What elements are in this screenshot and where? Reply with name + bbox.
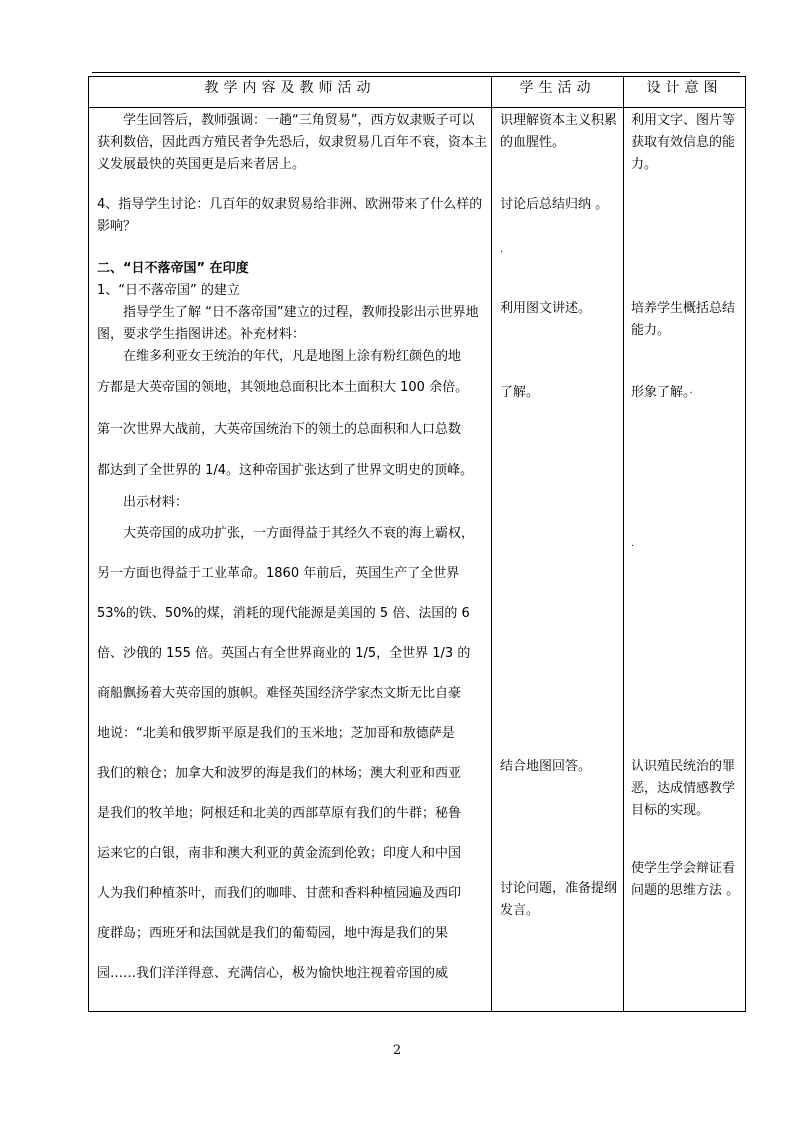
material-line: 我们的粮仓；加拿大和波罗的海是我们的林场；澳大利亚和西亚 (97, 766, 462, 781)
material-line: 地说：“北美和俄罗斯平原是我们的玉米地；芝加哥和敖德萨是 (97, 726, 455, 741)
paragraph-victoria-line1: 在维多利亚女王统治的年代，凡是地图上涂有粉红颜色的地 (123, 349, 462, 364)
design-intent-visual-text: 形象了解。 (631, 385, 690, 400)
stray-dot: · (689, 388, 693, 399)
material-label: 出示材料： (123, 495, 189, 510)
material-line: 是我们的牧羊地；阿根廷和北美的西部草原有我们的牛群；秘鲁 (97, 806, 462, 821)
teaching-content-cell (89, 108, 492, 1012)
design-intent-summarize: 培养学生概括总结能力。 (631, 301, 736, 338)
material-line: 运来它的白银，南非和澳大利亚的黄金流到伦敦；印度人和中国 (97, 846, 462, 861)
material-line: 人为我们种植茶叶，而我们的咖啡、甘蔗和香料种植园遍及西印 (97, 886, 462, 901)
student-activity-discussion: 讨论问题，准备提纲发言。 (500, 881, 618, 918)
design-intent-information: 利用文字、图片等获取有效信息的能力。 (631, 113, 736, 172)
stray-dot: · (631, 541, 635, 552)
design-intent-dialectic: 使学生学会辩证看问题的思维方法 。 (631, 861, 740, 898)
design-intent-visual (631, 382, 743, 404)
paragraph-victoria-line2: 方都是大英帝国的领地，其领地总面积比本土面积大 100 余倍。 (97, 380, 469, 395)
stray-dot: · (500, 247, 504, 258)
material-line: 53%的铁、50%的煤，消耗的现代能源是美国的 5 倍、法国的 6 (97, 606, 470, 621)
material-text-block (97, 514, 487, 994)
paragraph-victoria-line4: 都达到了全世界的 1/4。这种帝国扩张达到了世界文明史的顶峰。 (97, 463, 474, 478)
material-line: 另一方面也得益于工业革命。1860 年前后，英国生产了全世界 (97, 566, 460, 581)
lesson-plan-table (88, 76, 746, 1012)
student-activity-map-talk: 利用图文讲述。 (500, 301, 592, 316)
page-number: 2 (392, 1043, 402, 1058)
header-rule (92, 72, 740, 73)
material-line: 度群岛；西班牙和法国就是我们的葡萄园，地中海是我们的果 (97, 926, 449, 941)
student-activity-cell (492, 108, 624, 1012)
header-design-intent: 设计意图 (624, 77, 746, 108)
subsection-heading: 1、“日不落帝国” 的建立 (97, 283, 240, 298)
material-line: 商船飘扬着大英帝国的旗帜。难怪英国经济学家杰文斯无比自豪 (97, 686, 462, 701)
material-line: 大英帝国的成功扩张，一方面得益于其经久不衰的海上霸权， (123, 526, 475, 541)
header-teaching-content: 教学内容及教师活动 (89, 77, 492, 108)
paragraph-teacher-emphasis: 学生回答后，教师强调：一趟“三角贸易”，西方奴隶贩子可以获利数倍，因此西方殖民者争先恐后，奴隶贸易几百年不衰，资本主义发展最快的英国更是后来者居上。 (97, 113, 488, 172)
design-intent-cell (624, 108, 746, 1012)
student-activity-understand: 识理解资本主义积累的血腥性。 (500, 113, 618, 150)
student-activity-map-answer: 结合地图回答。 (500, 759, 592, 774)
student-activity-learn: 了解。 (500, 385, 540, 400)
table-body-row (89, 108, 746, 1012)
design-intent-emotion: 认识殖民统治的罪恶，达成情感教学目标的实现。 (631, 759, 736, 818)
student-activity-summarize: 讨论后总结归纳 。 (500, 197, 609, 212)
paragraph-victoria-line3: 第一次世界大战前，大英帝国统治下的领土的总面积和人口总数 (97, 422, 462, 437)
material-line: 倍、沙俄的 155 倍。英国占有全世界商业的 1/5，全世界 1/3 的 (97, 646, 471, 661)
paragraph-discussion-prompt: 4、指导学生讨论：几百年的奴隶贸易给非洲、欧洲带来了什么样的影响？ (97, 197, 483, 234)
section-heading: 二、“日不落帝国” 在印度 (97, 261, 249, 276)
table-header-row (89, 77, 746, 108)
material-line: 园……我们洋洋得意、充满信心，极为愉快地注视着帝国的威 (97, 966, 449, 981)
paragraph-map-instruction: 指导学生了解 “日不落帝国”建立的过程，教师投影出示世界地图，要求学生指图讲述。补充材料： (97, 305, 479, 342)
header-student-activity: 学生活动 (492, 77, 624, 108)
